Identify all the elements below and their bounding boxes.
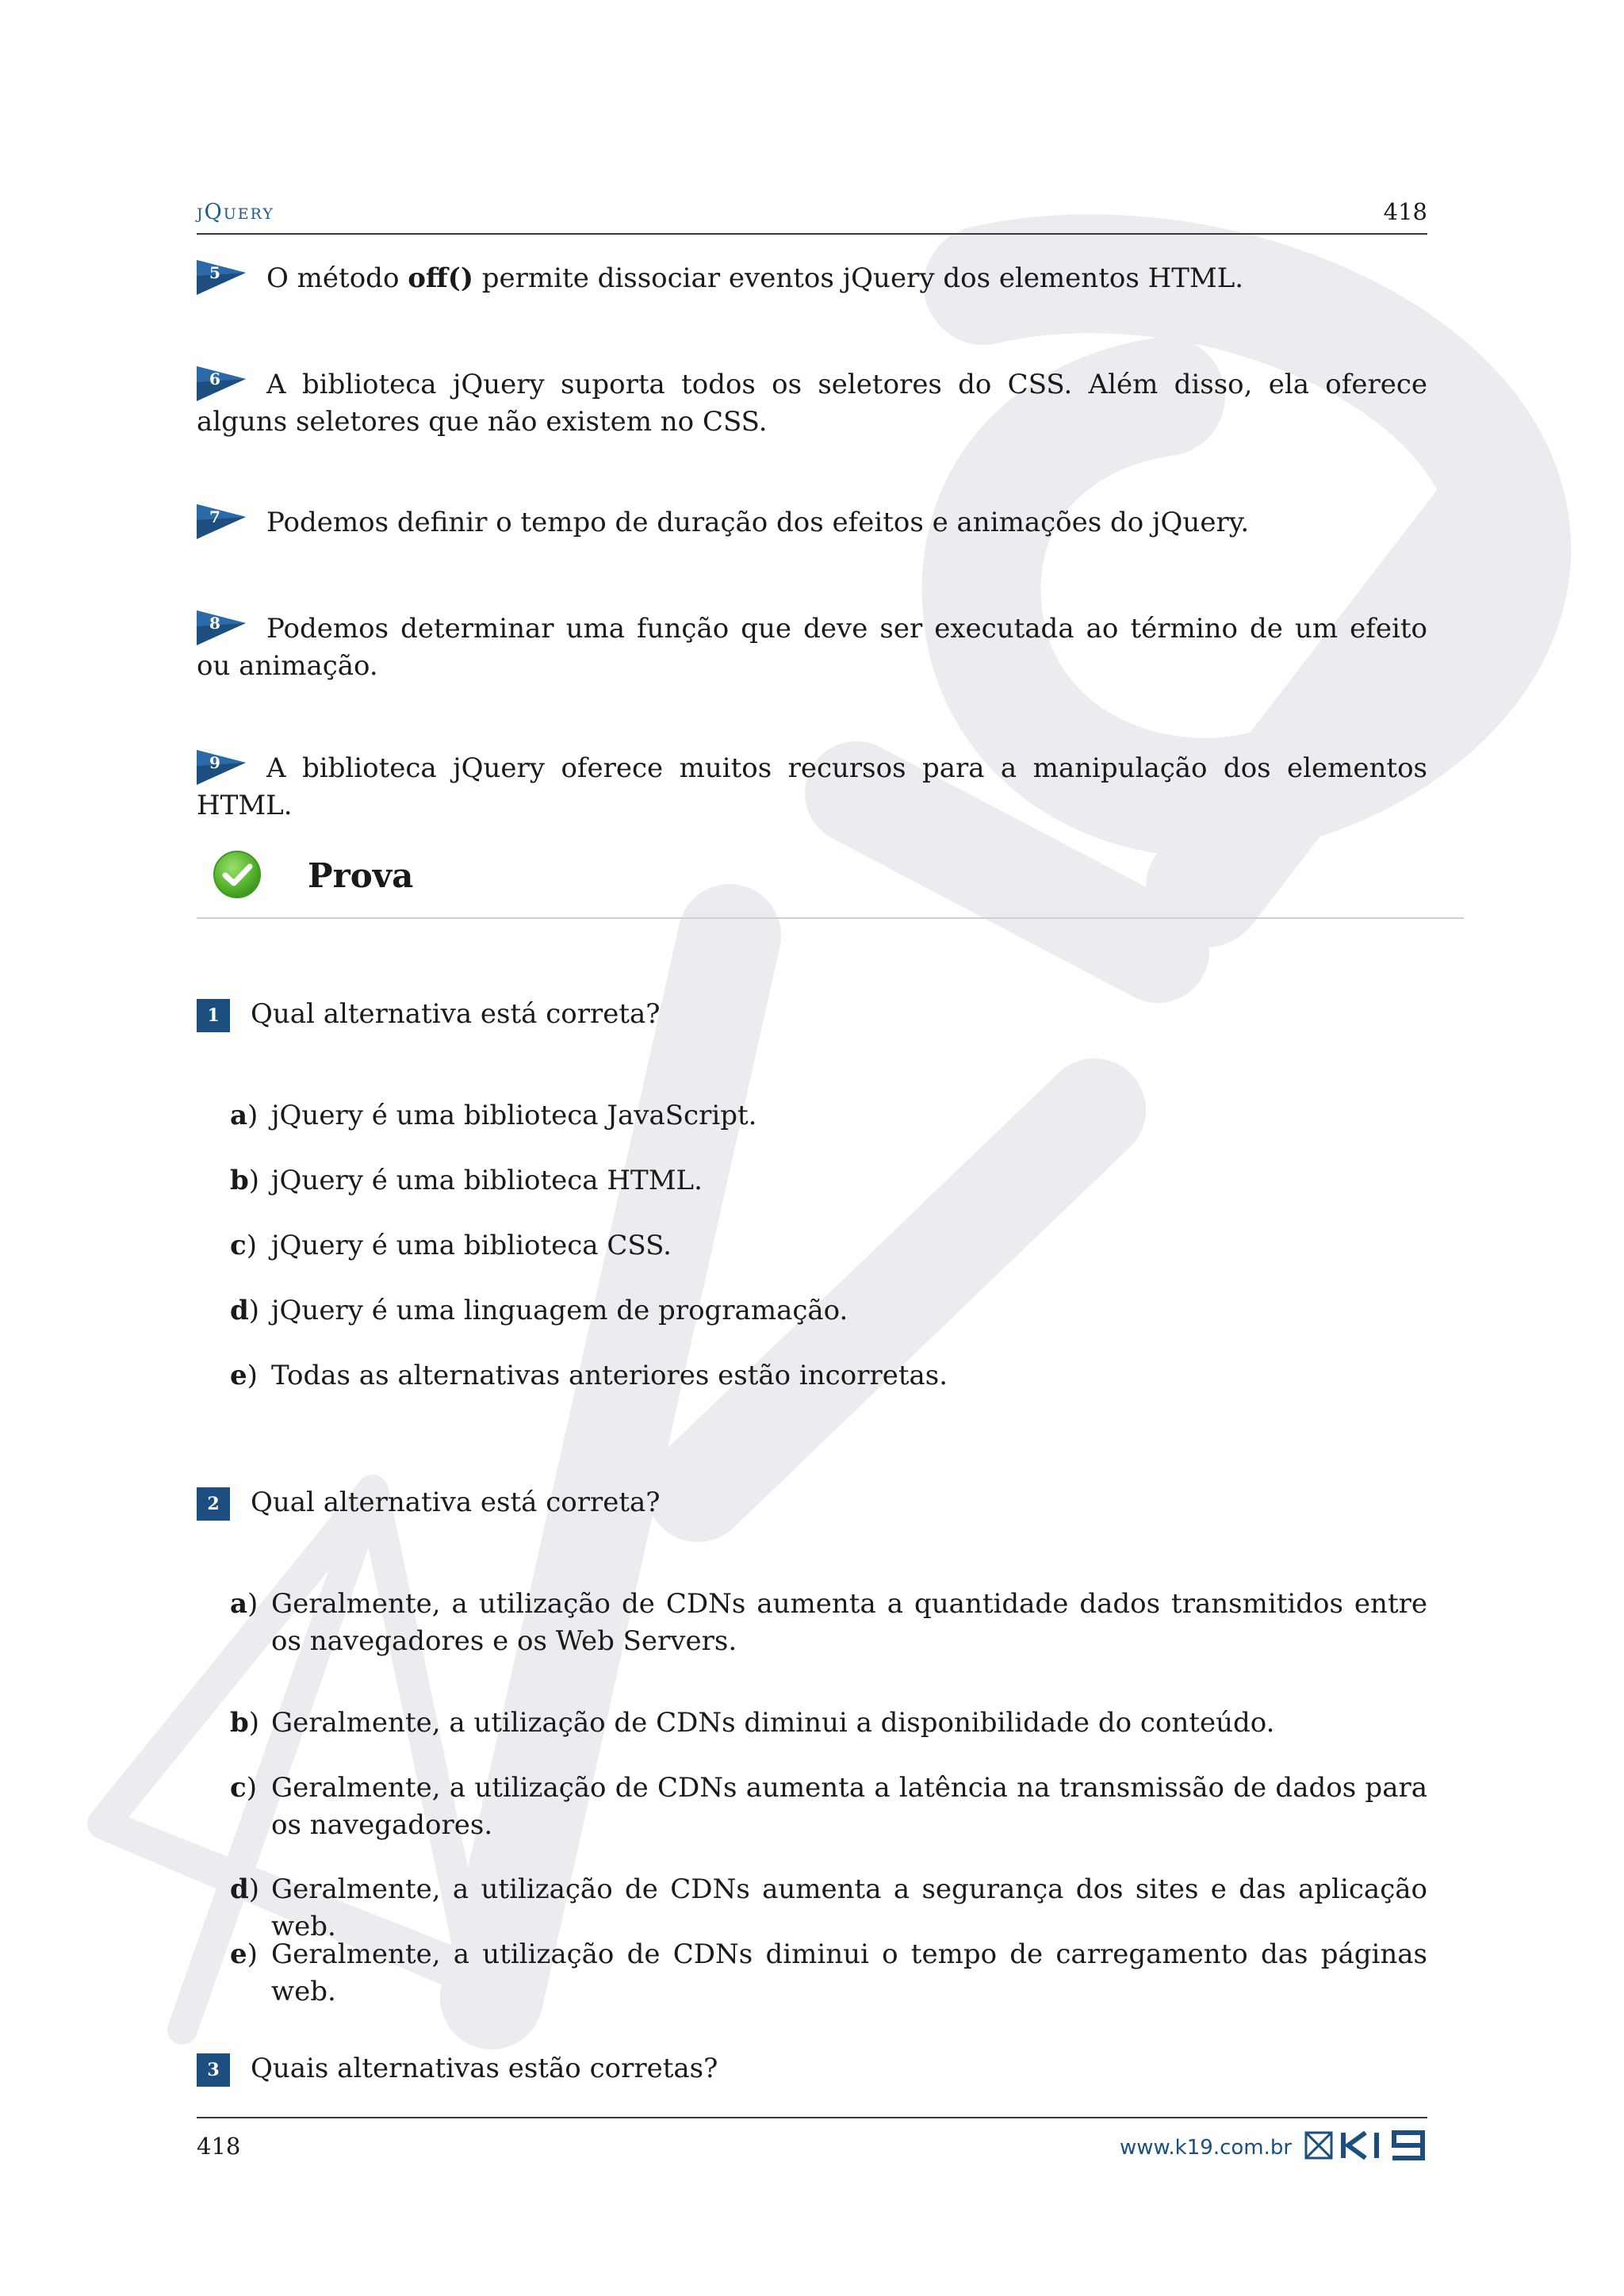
statement-text: A biblioteca jQuery oferece muitos recursos para a manipulação dos elementos HTML. <box>197 752 1427 821</box>
option-letter: c) <box>230 1230 257 1261</box>
option-letter: b) <box>230 1165 260 1196</box>
exercise-statement <box>197 610 1427 685</box>
option-letter: b) <box>230 1707 260 1739</box>
option-letter: a) <box>230 1100 259 1131</box>
statement-text: Podemos determinar uma função que deve ser executada ao término de um efeito ou animação. <box>197 613 1427 682</box>
exercise-statement <box>197 260 1427 297</box>
footer-page-number: 418 <box>197 2133 241 2160</box>
statement-text: Podemos definir o tempo de duração dos efeitos e animações do jQuery. <box>266 507 1250 538</box>
option-text: jQuery é uma linguagem de programação. <box>271 1295 848 1326</box>
option-e[interactable] <box>230 1936 1427 2011</box>
exercise-statement <box>197 750 1427 825</box>
flag-number: 7 <box>209 507 220 526</box>
option-text: Geralmente, a utilização de CDNs diminui a disponibilidade do conteúdo. <box>271 1707 1275 1739</box>
option-d[interactable] <box>230 1292 1427 1330</box>
statement-code-text: off() <box>408 262 473 294</box>
option-c[interactable] <box>230 1227 1427 1265</box>
k19-logo <box>1304 2128 1429 2163</box>
option-letter: d) <box>230 1295 260 1326</box>
option-letter: c) <box>230 1772 257 1804</box>
option-a[interactable] <box>230 1097 1427 1135</box>
running-header-title: jQuery <box>197 200 274 224</box>
option-e[interactable] <box>230 1357 1427 1395</box>
footer-url[interactable]: www.k19.com.br <box>1120 2136 1293 2160</box>
option-text: Geralmente, a utilização de CDNs aumenta a latência na transmissão de dados para os navegadores. <box>271 1772 1427 1841</box>
option-letter: a) <box>230 1588 259 1620</box>
option-text: Geralmente, a utilização de CDNs aumenta a segurança dos sites e das aplicação web. <box>271 1873 1427 1942</box>
option-d[interactable] <box>230 1871 1427 1946</box>
exercise-statement <box>197 366 1427 441</box>
flag-number: 5 <box>209 263 220 282</box>
question-number-badge: 2 <box>197 1487 230 1521</box>
option-c[interactable] <box>230 1770 1427 1844</box>
statement-text: O método <box>266 262 408 294</box>
option-text: jQuery é uma biblioteca JavaScript. <box>271 1100 757 1131</box>
option-letter: e) <box>230 1938 258 1970</box>
question-text: Quais alternativas estão corretas? <box>251 2053 718 2084</box>
option-b[interactable] <box>230 1705 1427 1742</box>
flag-number: 8 <box>209 614 220 633</box>
flag-number: 9 <box>209 753 220 772</box>
option-b[interactable] <box>230 1162 1427 1200</box>
statement-text: permite dissociar eventos jQuery dos elementos HTML. <box>473 262 1244 294</box>
section-title: Prova <box>308 856 414 895</box>
option-text: Todas as alternativas anteriores estão incorretas. <box>271 1360 948 1391</box>
option-letter: e) <box>230 1360 258 1391</box>
question-text: Qual alternativa está correta? <box>251 1487 661 1518</box>
check-circle-icon <box>213 850 262 899</box>
option-text: jQuery é uma biblioteca CSS. <box>271 1230 672 1261</box>
question-text: Qual alternativa está correta? <box>251 998 661 1030</box>
statement-text: A biblioteca jQuery suporta todos os seletores do CSS. Além disso, ela oferece alguns seletores que não existem no CSS. <box>197 369 1427 438</box>
option-text: jQuery é uma biblioteca HTML. <box>271 1165 703 1196</box>
option-text: Geralmente, a utilização de CDNs diminui o tempo de carregamento das páginas web. <box>271 1938 1427 2007</box>
running-header-page-number: 418 <box>1383 198 1427 225</box>
option-text: Geralmente, a utilização de CDNs aumenta a quantidade dados transmitidos entre os navegadores e os Web Servers. <box>271 1588 1427 1657</box>
option-letter: d) <box>230 1873 260 1905</box>
exercise-statement <box>197 504 1427 541</box>
question-number-badge: 3 <box>197 2053 230 2087</box>
section-rule <box>197 917 1464 919</box>
question-number-badge: 1 <box>197 999 230 1032</box>
footer-rule <box>197 2117 1427 2118</box>
option-a[interactable] <box>230 1586 1427 1660</box>
flag-number: 6 <box>209 369 220 388</box>
header-rule <box>197 233 1427 235</box>
